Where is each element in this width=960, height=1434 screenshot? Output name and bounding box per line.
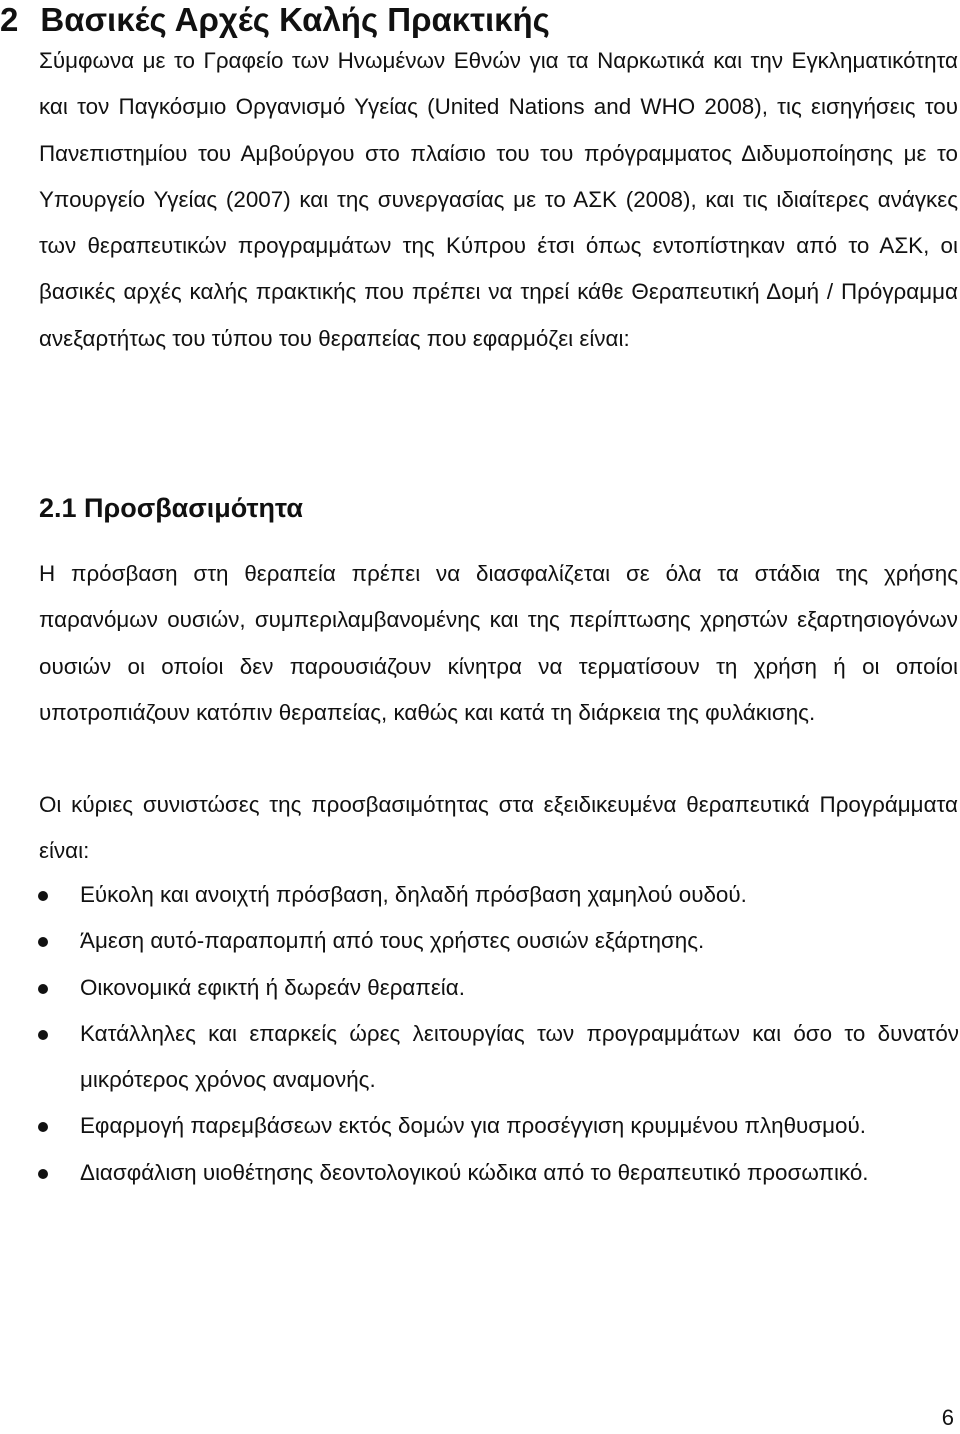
list-item-text: Εύκολη και ανοιχτή πρόσβαση, δηλαδή πρόσβαση χαμηλού ουδού.	[80, 882, 747, 907]
components-list	[0, 872, 960, 1196]
list-item-text: Εφαρμογή παρεμβάσεων εκτός δομών για προσέγγιση κρυμμένου πληθυσμού.	[80, 1113, 866, 1139]
list-item-text: Άμεση αυτό-παραπομπή από τους χρήστες ουσιών εξάρτησης.	[80, 928, 705, 954]
list-item	[0, 965, 959, 1011]
list-item-text: Οικονομικά εφικτή ή δωρεάν θεραπεία.	[80, 974, 465, 1000]
components-paragraph: Οι κύριες συνιστώσες της προσβασιμότητας στα εξειδικευμένα θεραπευτικά Προγράμματα είναι:	[39, 792, 958, 864]
list-item	[0, 1011, 959, 1104]
list-item-text: Κατάλληλες και επαρκείς ώρες λειτουργίας των προγραμμάτων και όσο το δυνατόν μικρότερος χρόνος αναμονής.	[80, 1020, 959, 1093]
subsection-heading: 2.1 Προσβασιμότητα	[39, 493, 303, 523]
bullet-icon	[38, 1169, 48, 1179]
section-title: Βασικές Αρχές Καλής Πρακτικής	[40, 1, 550, 38]
list-item	[0, 1103, 959, 1149]
page-number: 6	[941, 1405, 954, 1430]
list-item-text: Διασφάλιση υιοθέτησης δεοντολογικού κώδικα από το θεραπευτικό προσωπικό.	[80, 1159, 869, 1185]
section-number: 2	[0, 1, 19, 38]
list-item	[0, 918, 959, 964]
intro-paragraph: Σύμφωνα με το Γραφείο των Ηνωμένων Εθνών για τα Ναρκωτικά και την Εγκληματικότητα και τον Παγκόσμιο Οργανισμό Υγείας (United Nations and WHO 2008), τις εισηγήσεις του Πανεπιστημίου του Αμβούργου στο πλαίσιο του του πρόγραμματος Διδυμοποίησης με το Υπουργείο Υγείας (2007) και της συνεργασίας με το ΑΣΚ (2008), και τις ιδιαίτερες ανάγκες των θεραπευτικών προγραμμάτων της Κύπρου έτσι όπως εντοπίστηκαν από το ΑΣΚ, οι βασικές αρχές καλής πρακτικής που πρέπει να τηρεί κάθε Θεραπευτική Δομή / Πρόγραμμα ανεξαρτήτως του τύπου του θεραπείας που εφαρμόζει είναι:	[39, 48, 958, 351]
list-item	[0, 1150, 959, 1196]
bullet-icon	[38, 937, 48, 947]
list-item	[0, 872, 959, 918]
bullet-icon	[38, 1030, 48, 1040]
section-heading	[0, 0, 550, 40]
bullet-icon	[38, 984, 48, 994]
bullet-icon	[38, 1122, 48, 1132]
bullet-icon	[38, 891, 48, 901]
access-paragraph: Η πρόσβαση στη θεραπεία πρέπει να διασφαλίζεται σε όλα τα στάδια της χρήσης παρανόμων ουσιών, συμπεριλαμβανομένης και της περίπτωσης χρηστών εξαρτησιογόνων ουσιών οι οποίοι δεν παρουσιάζουν κίνητρα να τερματίσουν τη χρήση ή οι οποίοι υποτροπιάζουν κατόπιν θεραπείας, καθώς και κατά τη διάρκεια της φυλάκισης.	[39, 561, 958, 725]
